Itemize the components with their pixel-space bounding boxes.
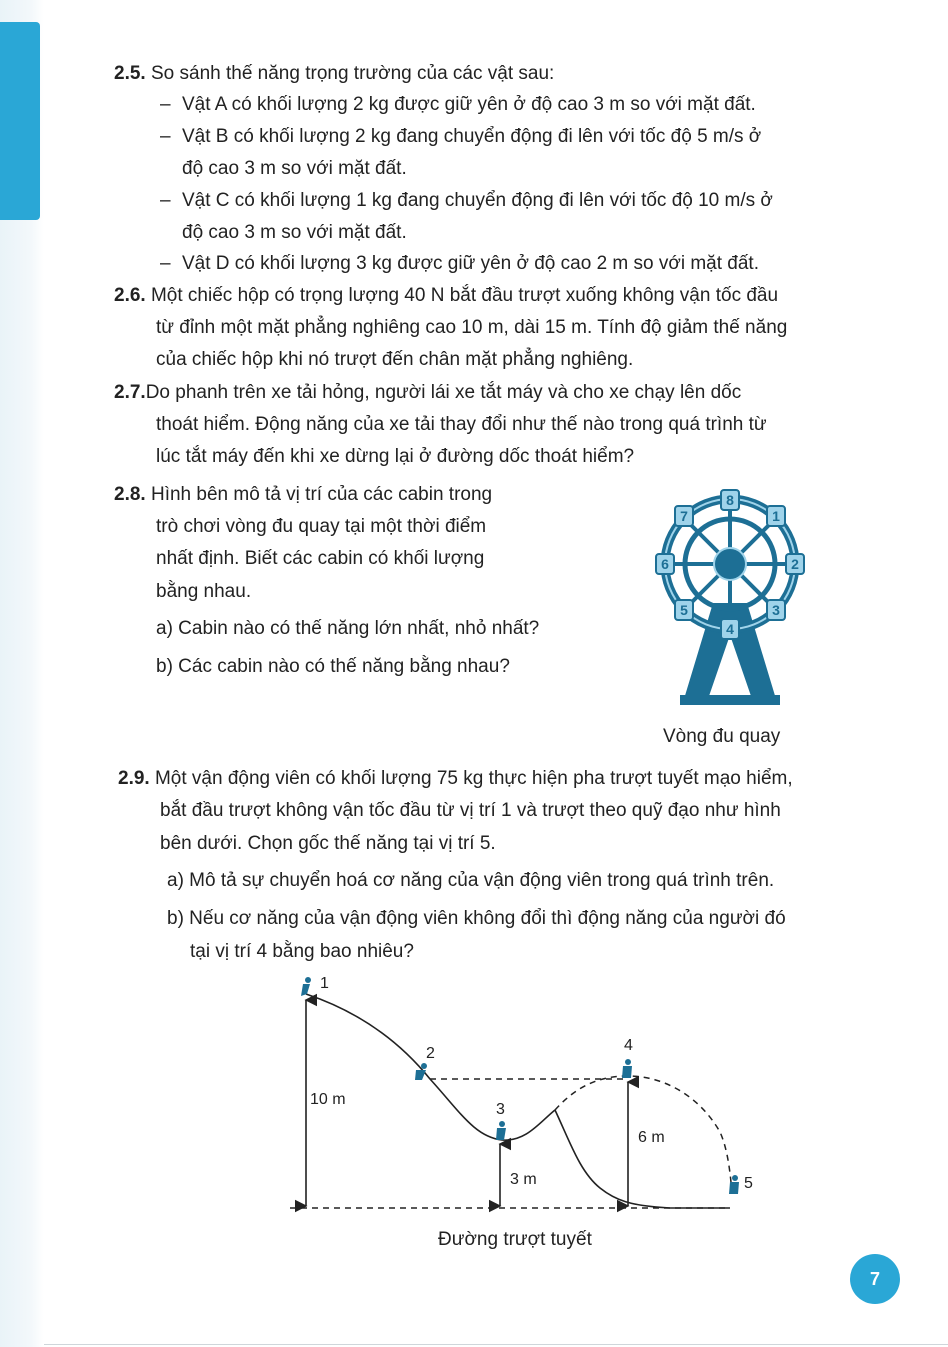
cabin-3	[767, 600, 785, 620]
cabin-1	[767, 506, 785, 526]
q27-line-2: thoát hiểm. Động năng của xe tải thay đổi như thế nào trong quá trình từ	[156, 414, 767, 435]
position-label-1: 1	[320, 975, 329, 992]
track-curve-1-to-3	[306, 994, 555, 1140]
svg-text:1: 1	[772, 508, 780, 524]
skier-icon	[496, 1121, 506, 1140]
svg-text:8: 8	[726, 492, 734, 508]
svg-text:6: 6	[661, 556, 669, 572]
q25-heading	[114, 62, 554, 86]
skier-icon	[301, 977, 311, 996]
skier-icon	[622, 1059, 632, 1078]
svg-text:2: 2	[791, 556, 799, 572]
q25-item-b: – Vật B có khối lượng 2 kg đang chuyển động đi lên với tốc độ 5 m/s ở	[160, 126, 762, 147]
svg-text:5: 5	[680, 602, 688, 618]
q26-line-3: của chiếc hộp khi nó trượt đến chân mặt phẳng nghiêng.	[156, 349, 634, 370]
skier-icon	[415, 1063, 427, 1080]
q28-line-3: nhất định. Biết các cabin có khối lượng	[156, 548, 485, 569]
q28-line-2: trò chơi vòng đu quay tại một thời điểm	[156, 516, 487, 537]
q28-line-4: bằng nhau.	[156, 581, 252, 602]
wheel-base	[680, 695, 780, 705]
ski-track-caption: Đường trượt tuyết	[438, 1229, 592, 1250]
q25-item-a: – Vật A có khối lượng 2 kg được giữ yên ở độ cao 3 m so với mặt đất.	[160, 94, 756, 115]
q29-line-1: 2.9. Một vận động viên có khối lượng 75 kg thực hiện pha trượt tuyết mạo hiểm,	[118, 768, 793, 789]
q25-item-d: – Vật D có khối lượng 3 kg được giữ yên ở độ cao 2 m so với mặt đất.	[160, 253, 759, 274]
position-label-5: 5	[744, 1175, 753, 1192]
q27-number: 2.7.	[114, 382, 146, 403]
q26-number: 2.6.	[114, 285, 146, 306]
cabin-4	[721, 619, 739, 639]
q29-part-a: a) Mô tả sự chuyển hoá cơ năng của vận động viên trong quá trình trên.	[167, 870, 775, 891]
svg-text:7: 7	[680, 508, 688, 524]
q29-number: 2.9.	[118, 768, 150, 789]
q28-line-1: 2.8. Hình bên mô tả vị trí của các cabin trong	[114, 484, 493, 505]
position-label-2: 2	[426, 1045, 435, 1062]
q25-number: 2.5.	[114, 63, 146, 84]
height-label-6m: 6 m	[638, 1129, 665, 1146]
q25-item-c: – Vật C có khối lượng 1 kg đang chuyển động đi lên với tốc độ 10 m/s ở	[160, 190, 773, 211]
wheel-hub	[714, 548, 746, 580]
ski-track-diagram	[270, 972, 790, 1217]
q29-line-3: bên dưới. Chọn gốc thế năng tại vị trí 5.	[160, 833, 496, 854]
cabin-5	[675, 600, 693, 620]
position-label-3: 3	[496, 1101, 505, 1118]
cabin-2	[786, 554, 804, 574]
ferris-wheel-figure	[640, 485, 820, 711]
cabin-6	[656, 554, 674, 574]
q29-line-2: bắt đầu trượt không vận tốc đầu từ vị trí 1 và trượt theo quỹ đạo như hình	[160, 800, 781, 821]
page-number: 7	[850, 1254, 900, 1304]
position-label-4: 4	[624, 1037, 633, 1054]
cabin-8	[721, 490, 739, 510]
svg-text:4: 4	[726, 621, 734, 637]
q26-line-2: từ đỉnh một mặt phẳng nghiêng cao 10 m, dài 15 m. Tính độ giảm thế năng	[156, 317, 788, 338]
q25-item-b-cont: độ cao 3 m so với mặt đất.	[182, 158, 407, 179]
q29-part-b: b) Nếu cơ năng của vận động viên không đổi thì động năng của người đó	[167, 908, 786, 929]
track-curve-landing	[555, 1110, 730, 1208]
q25-text: So sánh thế năng trọng trường của các vật sau:	[150, 63, 555, 84]
height-label-3m: 3 m	[510, 1171, 537, 1188]
height-label-10m: 10 m	[310, 1091, 346, 1108]
q28-number: 2.8.	[114, 484, 146, 505]
ferris-wheel-caption: Vòng đu quay	[663, 726, 781, 747]
q25-item-c-cont: độ cao 3 m so với mặt đất.	[182, 222, 407, 243]
q26-line-1: 2.6. Một chiếc hộp có trọng lượng 40 N bắt đầu trượt xuống không vận tốc đầu	[114, 285, 779, 306]
q27-line-3: lúc tắt máy đến khi xe dừng lại ở đường dốc thoát hiểm?	[156, 446, 635, 467]
svg-text:3: 3	[772, 602, 780, 618]
cabin-7	[675, 506, 693, 526]
q28-part-b: b) Các cabin nào có thế năng bằng nhau?	[156, 656, 510, 677]
q27-line-1: 2.7.Do phanh trên xe tải hỏng, người lái xe tắt máy và cho xe chạy lên dốc	[114, 382, 742, 403]
q29-part-b-cont: tại vị trí 4 bằng bao nhiêu?	[190, 941, 414, 962]
q28-part-a: a) Cabin nào có thế năng lớn nhất, nhỏ nhất?	[156, 618, 540, 639]
